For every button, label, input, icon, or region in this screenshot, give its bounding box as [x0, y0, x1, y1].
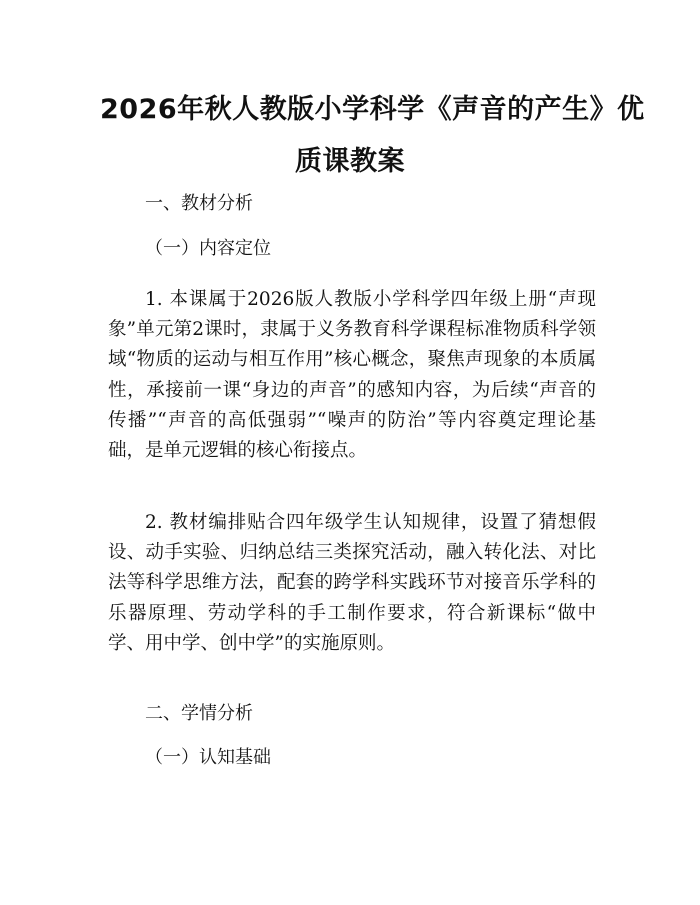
title-line-1: 2026年秋人教版小学科学《声音的产生》优	[100, 94, 645, 125]
document-title	[100, 84, 645, 188]
subsection-heading-cognitive-basis: （一）认知基础	[145, 747, 271, 768]
paragraph-1: 1. 本课属于2026版人教版小学科学四年级上册“声现象”单元第2课时，隶属于义务教育科学课程标准物质科学领域“物质的运动与相互作用”核心概念，聚焦声现象的本质属性，承接前一课“身边的声音”的感知内容，为后续“声音的传播”“声音的高低强弱”“噪声的防治”等内容奠定理论基础，是单元逻辑的核心衔接点。	[108, 289, 596, 462]
paragraph-2: 2. 教材编排贴合四年级学生认知规律，设置了猜想假设、动手实验、归纳总结三类探究活动，融入转化法、对比法等科学思维方法，配套的跨学科实践环节对接音乐学科的乐器原理、劳动学科的手工制作要求，符合新课标“做中学、用中学、创中学”的实施原则。	[108, 512, 596, 654]
subsection-heading-content-positioning: （一）内容定位	[145, 238, 271, 259]
section-heading-learner-analysis: 二、学情分析	[145, 703, 253, 724]
section-heading-textbook-analysis: 一、教材分析	[145, 193, 253, 214]
title-line-2: 质课教案	[295, 146, 405, 177]
